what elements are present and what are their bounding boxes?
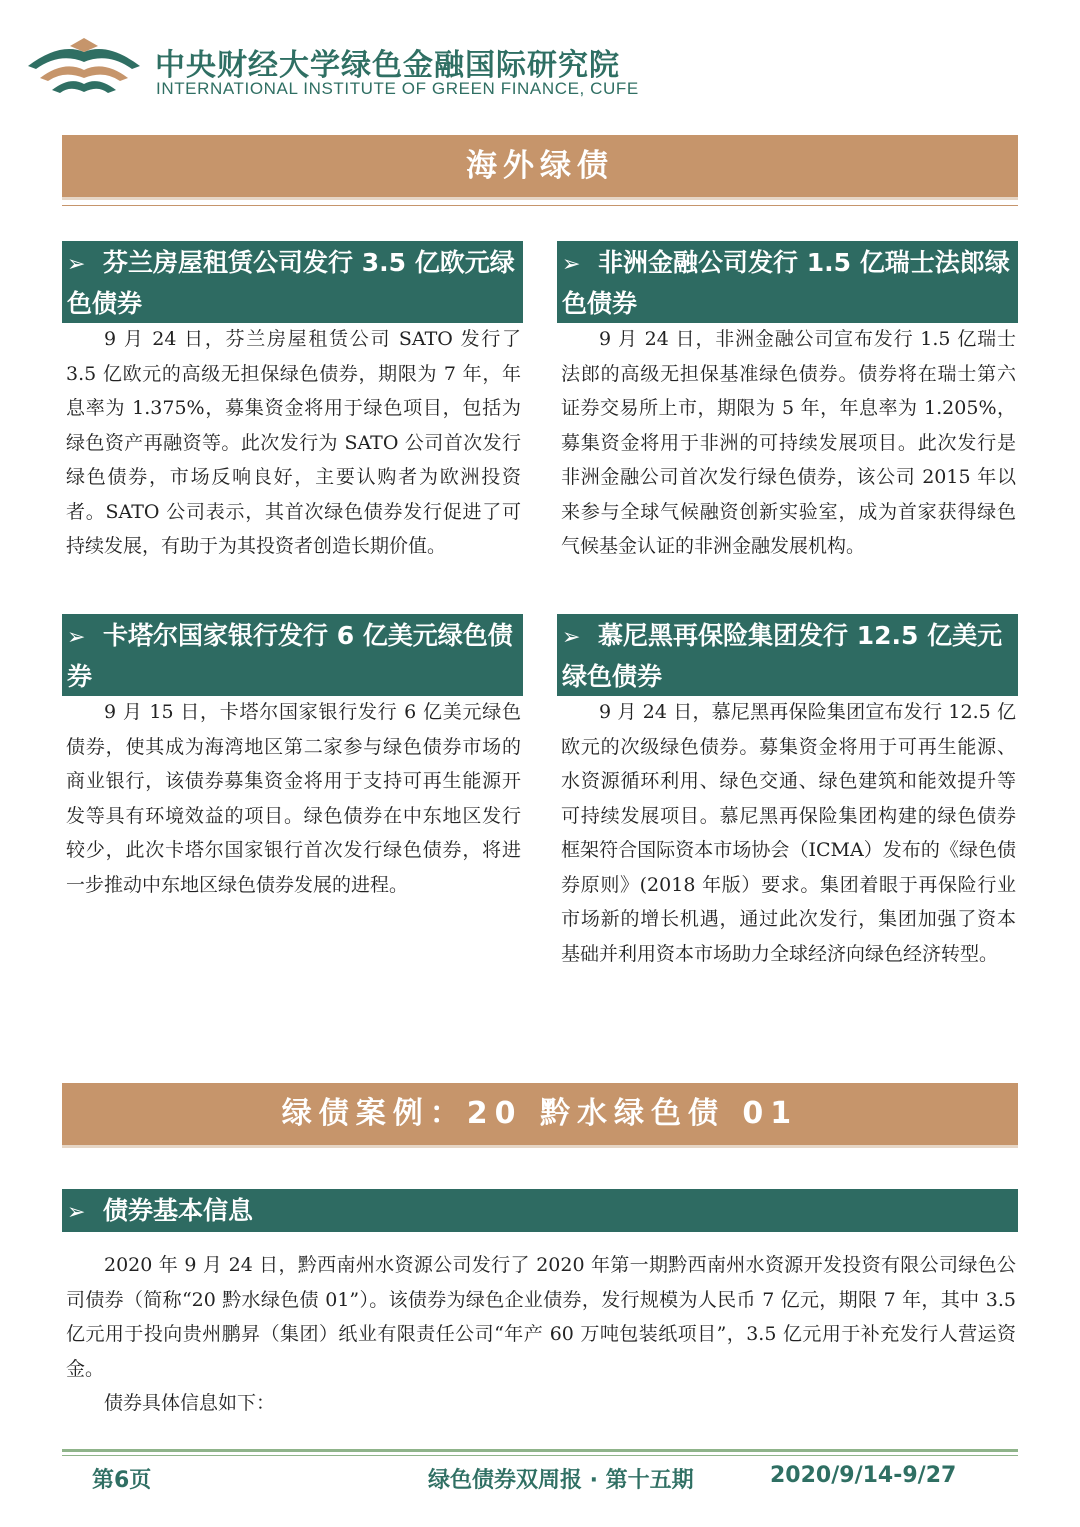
article-body: 9 月 15 日，卡塔尔国家银行发行 6 亿美元绿色债券，使其成为海湾地区第二家参与绿色债券市场的商业银行，该债券募集资金将用于支持可再生能源开发等具有环境效益的项目。绿色债券在中东地区发行较少，此次卡塔尔国家银行首次发行绿色债券，将进一步推动中东地区绿色债券发展的进程。 — [66, 701, 521, 896]
arrow-icon: ➢ — [67, 1200, 86, 1225]
subsection-heading — [62, 1189, 1018, 1232]
page-number: 第6页 — [92, 1468, 152, 1493]
article-body: 9 月 24 日，芬兰房屋租赁公司 SATO 发行了 3.5 亿欧元的高级无担保绿色债券，期限为 7 年，年息率为 1.375%，募集资金将用于绿色项目，包括为绿色资产再融资等。此次发行为 SATO 公司首次发行绿色债券，市场反响良好，主要认购者为欧洲投资者。SATO 公司表示，其首次绿色债券发行促进了可持续发展，有助于为其投资者创造长期价值。 — [66, 328, 521, 557]
article-title: 芬兰房屋租赁公司发行 3.5 亿欧元绿色债券 — [67, 248, 515, 318]
bond-info-paragraph: 2020 年 9 月 24 日，黔西南州水资源公司发行了 2020 年第一期黔西南州水资源开发投资有限公司绿色公司债券（简称“20 黔水绿色债 01”）。该债券为绿色企业债券，发行规模为人民币 7 亿元，期限 7 年，其中 3.5 亿元用于投向贵州鹏昇（集团）纸业有限责任公司“年产 60 万吨包装纸项目”，3.5 亿元用于补充发行人营运资金。 — [66, 1254, 1016, 1380]
article-heading — [62, 614, 523, 696]
arrow-icon: ➢ — [562, 252, 581, 277]
bond-info-lead: 债券具体信息如下： — [104, 1392, 276, 1414]
publication-name: 绿色债券双周报 · 第十五期 — [428, 1468, 694, 1493]
subsection-title: 债券基本信息 — [103, 1196, 254, 1225]
arrow-icon: ➢ — [67, 252, 86, 277]
article-body: 9 月 24 日，非洲金融公司宣布发行 1.5 亿瑞士法郎的高级无担保基准绿色债券。债券将在瑞士第六证券交易所上市，期限为 5 年，年息率为 1.205%，募集资金将用于非洲的可持续发展项目。此次发行是非洲金融公司首次发行绿色债券，该公司 2015 年以来参与全球气候融资创新实验室，成为首家获得绿色气候基金认证的非洲金融发展机构。 — [561, 328, 1016, 557]
article-heading — [557, 241, 1018, 323]
org-name-en: INTERNATIONAL INSTITUTE OF GREEN FINANCE, CUFE — [156, 79, 639, 98]
arrow-icon: ➢ — [67, 625, 86, 650]
article-title: 非洲金融公司发行 1.5 亿瑞士法郎绿色债券 — [562, 248, 1010, 318]
article-title: 卡塔尔国家银行发行 6 亿美元绿色债券 — [67, 621, 513, 691]
footer-rule — [62, 1449, 1018, 1452]
footer-rule — [62, 1455, 1018, 1456]
arrow-icon: ➢ — [562, 625, 581, 650]
org-name-cn: 中央财经大学绿色金融国际研究院 — [155, 48, 620, 83]
article-body: 9 月 24 日，慕尼黑再保险集团宣布发行 12.5 亿欧元的次级绿色债券。募集资金将用于可再生能源、水资源循环利用、绿色交通、绿色建筑和能效提升等可持续发展项目。慕尼黑再保险集团构建的绿色债券框架符合国际资本市场协会（ICMA）发布的《绿色债券原则》(2018 年版）要求。集团着眼于再保险行业市场新的增长机遇，通过此次发行，集团加强了资本基础并利用资本市场助力全球经济向绿色经济转型。 — [561, 701, 1016, 965]
article-heading — [62, 241, 523, 323]
article-title: 慕尼黑再保险集团发行 12.5 亿美元绿色债券 — [562, 621, 1003, 691]
date-range: 2020/9/14-9/27 — [770, 1463, 957, 1488]
section-title-case-study: 绿债案例：20 黔水绿色债 01 — [62, 1083, 1018, 1145]
section-title-overseas: 海外绿债 — [62, 135, 1018, 197]
section-divider — [62, 205, 1018, 206]
article-heading — [557, 614, 1018, 696]
iigf-logo-icon — [26, 36, 142, 102]
